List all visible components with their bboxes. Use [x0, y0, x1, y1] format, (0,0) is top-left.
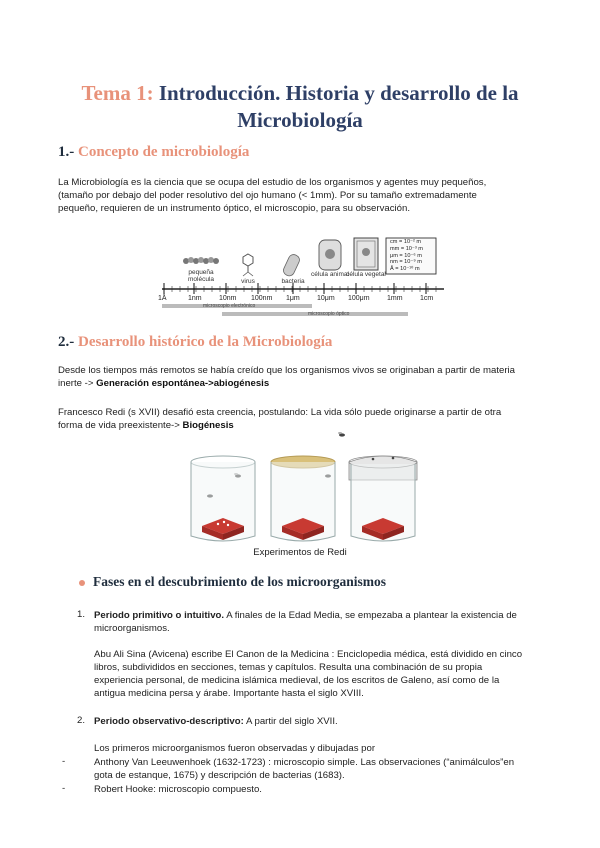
- page-title: [0, 80, 600, 134]
- item1-rest: A finales de la Edad Media, se empezaba a plantear la existencia de: [224, 610, 517, 621]
- scale-item-label: bacteria: [281, 278, 305, 285]
- avicena-line3: experiencia personal, de medicina islámica medieval, de los escritos de Galeno, así como de la: [94, 675, 500, 686]
- title-line1: Introducción. Historia y desarrollo de la: [153, 81, 519, 105]
- unit-line: cm = 10⁻² m: [390, 239, 422, 245]
- leeuwenhoek-line2: gota de estanque, 1675) y descripción de bacterias (1683).: [94, 770, 345, 781]
- virus-illustration: [243, 254, 253, 276]
- range-label-optical: microscopio óptico: [308, 311, 350, 317]
- redi-experiment-figure: [188, 428, 428, 548]
- animal-cell-illustration: [319, 240, 341, 270]
- section2-title: Desarrollo histórico de la Microbiología: [74, 334, 333, 350]
- dash-marker: -: [62, 783, 66, 794]
- section2-heading: [58, 334, 332, 351]
- jar-gauze: [349, 456, 417, 541]
- tick-label: 1μm: [286, 295, 300, 302]
- scale-item-label: virus: [241, 278, 255, 285]
- plant-cell-illustration: [354, 238, 378, 270]
- para1-line2: (tamaño por debajo del poder resolutivo del ojo humano (< 1mm). Por su tamaño extremadamente: [58, 190, 477, 201]
- avicena-line4: antigua medicina persa y árabe. Importante hasta el siglo XVIII.: [94, 688, 364, 699]
- molecule-illustration: [183, 257, 219, 264]
- item1-bold: Periodo primitivo o intuitivo.: [94, 610, 225, 621]
- tick-label: 100nm: [251, 295, 273, 302]
- section1-heading: [58, 144, 249, 161]
- range-label-electron: microscopio electrónico: [203, 303, 256, 309]
- size-scale-figure: [158, 232, 448, 320]
- para2-line2-text: inerte ->: [58, 378, 97, 389]
- list-item-primitive: [94, 609, 544, 635]
- item1-line2: microorganismos.: [94, 623, 170, 634]
- title-prefix: Tema 1:: [81, 81, 154, 105]
- redi-jars-svg: [188, 428, 428, 548]
- bullet-dot: [79, 580, 85, 586]
- jar-open: [191, 456, 255, 541]
- scale-item-label: pequeña molécula: [187, 269, 214, 283]
- avicena-line1: Abu Ali Sina (Avicena) escribe El Canon de la Medicina : Enciclopedia médica, está dividido en cinco: [94, 649, 523, 660]
- item2-bold: Periodo observativo-descriptivo:: [94, 716, 244, 727]
- paragraph-abiogenesis: [58, 364, 548, 390]
- units-list: [390, 239, 423, 273]
- para2-line1: Desde los tiempos más remotos se había creído que los organismos vivos se originaban a partir de materia: [58, 365, 515, 376]
- scale-item-label: célula vegetal: [346, 271, 386, 278]
- para1-line3: pequeño, requieren de un instrumento óptico, el microscopio, para su observación.: [58, 203, 410, 214]
- unit-line: Å = 10⁻¹⁰ m: [390, 266, 420, 273]
- figure-caption: Experimentos de Redi: [253, 547, 347, 558]
- unit-line: μm = 10⁻⁶ m: [390, 252, 422, 259]
- bacteria-illustration: [282, 253, 301, 278]
- tick-label: 1mm: [387, 295, 403, 302]
- para3-line1: Francesco Redi (s XVII) desafió esta creencia, postulando: La vida sólo puede originarse a partir de otra: [58, 407, 502, 418]
- tick-label: 100μm: [348, 295, 370, 302]
- leeuwenhoek-entry: [94, 756, 544, 782]
- fly-icon: [338, 432, 345, 437]
- section1-number: 1.-: [58, 144, 75, 160]
- list-number: 1.: [77, 609, 86, 620]
- item2-intro: Los primeros microorganismos fueron observadas y dibujadas por: [94, 743, 376, 754]
- leeuwenhoek-line1: Anthony Van Leeuwenhoek (1632-1723) : microscopio simple. Las observaciones (“animálculos”en: [94, 757, 515, 768]
- section2-number: 2.-: [58, 334, 75, 350]
- para3-line2-text: forma de vida preexistente->: [58, 420, 183, 431]
- dash-marker: -: [62, 756, 66, 767]
- paragraph-avicena: [94, 648, 544, 700]
- item2-rest: A partir del siglo XVII.: [243, 716, 338, 727]
- title-line2: Microbiología: [237, 108, 363, 132]
- para2-line2-bold: Generación espontánea->abiogénesis: [96, 378, 270, 389]
- jar-sealed: [271, 456, 335, 541]
- tick-label: 1nm: [188, 295, 202, 302]
- section1-title: Concepto de microbiología: [74, 144, 250, 160]
- tick-label: 10nm: [219, 295, 237, 302]
- para3-line2-bold: Biogénesis: [182, 420, 234, 431]
- paragraph-concept: [58, 176, 548, 215]
- list-number: 2.: [77, 715, 86, 726]
- unit-line: mm = 10⁻³ m: [390, 245, 423, 252]
- tick-label: 10μm: [317, 295, 335, 302]
- unit-line: nm = 10⁻⁹ m: [390, 259, 422, 266]
- phases-heading: Fases en el descubrimiento de los microorganismos: [93, 574, 386, 589]
- para1-line1: La Microbiología es la ciencia que se ocupa del estudio de los organismos y agentes muy pequeños,: [58, 177, 487, 188]
- scale-item-label: célula animal: [311, 271, 349, 278]
- list-item-observational: [94, 715, 544, 728]
- hooke-entry: Robert Hooke: microscopio compuesto.: [94, 784, 262, 795]
- avicena-line2: libros, subdivididos en secciones, temas y capítulos. Resulta una combinación de su propia: [94, 662, 483, 673]
- tick-label: 1cm: [420, 295, 434, 302]
- tick-label: 1Å: [158, 295, 167, 302]
